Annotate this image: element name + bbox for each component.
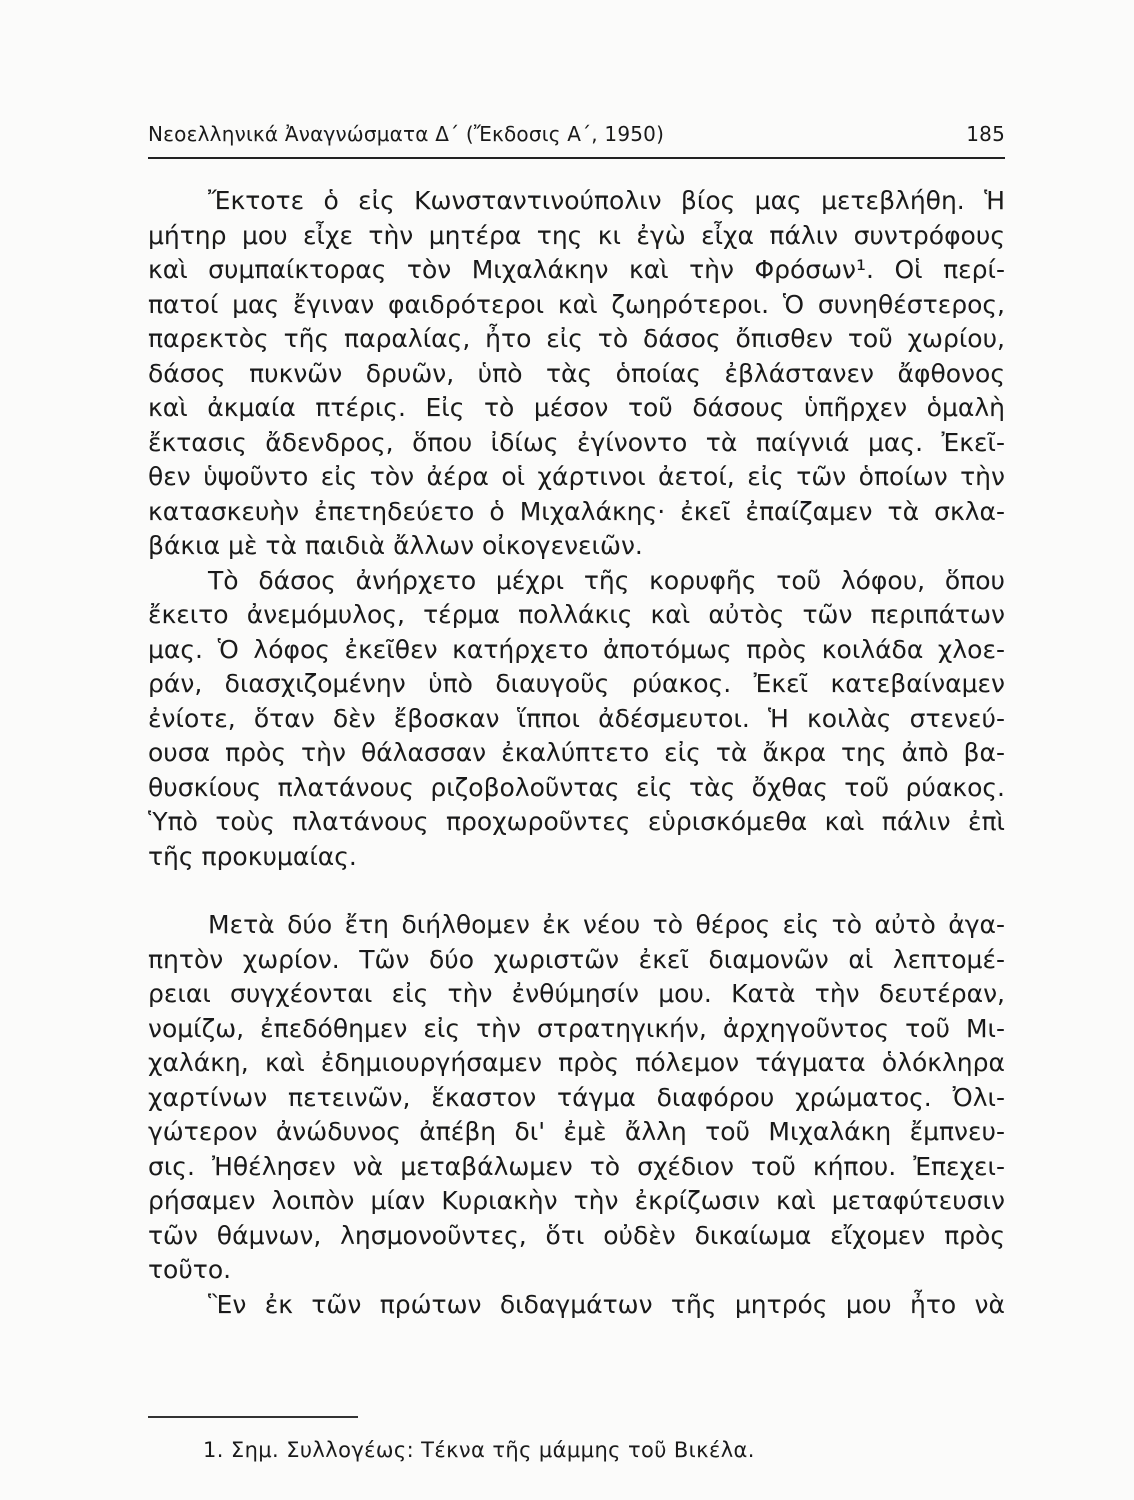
text-line: ρήσαμεν λοιπὸν μίαν Κυριακὴν τὴν ἐκρίζωσιν καὶ μεταφύτευσιν (148, 1186, 1005, 1215)
text-line: νομίζω, ἐπεδόθημεν εἰς τὴν στρατηγικήν, ἀρχηγοῦντος τοῦ Μι- (148, 1013, 1005, 1043)
text-line: κατασκευὴν ἐπετηδεύετο ὁ Μιχαλάκης· ἐκεῖ ἐπαίζαμεν τὰ σκλα- (148, 496, 1005, 526)
text-line: μήτηρ μου εἶχε τὴν μητέρα της κι ἐγὼ εἶχα πάλιν συντρόφους (148, 220, 1005, 250)
section-gap (148, 874, 1005, 908)
text-line: τοῦτο. (148, 1255, 232, 1284)
paragraph-3 (148, 908, 1005, 1288)
text-line: Ὑπὸ τοὺς πλατάνους προχωροῦντες εὑρισκόμεθα καὶ πάλιν ἐπὶ (148, 807, 1005, 836)
running-header-title: Νεοελληνικά Ἀναγνώσματα Δ΄ (Ἔκδοσις Α΄, 1950) (148, 122, 665, 146)
text-line: πατοί μας ἔγιναν φαιδρότεροι καὶ ζωηρότεροι. Ὁ συνηθέστερος, (148, 289, 1005, 319)
text-line: χαρτίνων πετεινῶν, ἕκαστον τάγμα διαφόρου χρώματος. Ὀλι- (148, 1082, 1005, 1112)
page-number: 185 (966, 122, 1005, 146)
text-line: τῆς προκυμαίας. (148, 841, 357, 871)
body-text (148, 184, 1005, 1322)
text-line: ουσα πρὸς τὴν θάλασσαν ἐκαλύπτετο εἰς τὰ ἄκρα της ἀπὸ βα- (148, 738, 1005, 767)
text-line: Μετὰ δύο ἔτη διήλθομεν ἐκ νέου τὸ θέρος εἰς τὸ αὐτὸ ἀγα- (208, 910, 1005, 939)
text-line: θυσκίους πλατάνους ριζοβολοῦντας εἰς τὰς ὄχθας τοῦ ρύακος. (148, 772, 1005, 802)
text-line: ρειαι συγχέονται εἰς τὴν ἐνθύμησίν μου. Κατὰ τὴν δευτέραν, (148, 979, 1005, 1008)
text-line: ἐνίοτε, ὅταν δὲν ἔβοσκαν ἵπποι ἀδέσμευτοι. Ἡ κοιλὰς στενεύ- (148, 703, 1005, 733)
text-line: Τὸ δάσος ἀνήρχετο μέχρι τῆς κορυφῆς τοῦ λόφου, ὅπου (208, 565, 1005, 595)
paragraph-1 (148, 184, 1005, 564)
text-line: ράν, διασχιζομένην ὑπὸ διαυγοῦς ρύακος. Ἐκεῖ κατεβαίναμεν (148, 669, 1005, 698)
text-line: Ἔκτοτε ὁ εἰς Κωνσταντινούπολιν βίος μας μετεβλήθη. Ἡ (208, 186, 1005, 215)
footnote: 1. Σημ. Συλλογέως: Τέκνα τῆς μάμμης τοῦ Βικέλα. (203, 1438, 755, 1462)
text-line: μας. Ὁ λόφος ἐκεῖθεν κατήρχετο ἀποτόμως πρὸς κοιλάδα χλοε- (148, 634, 1005, 664)
text-line: τῶν θάμνων, λησμονοῦντες, ὅτι οὐδὲν δικαίωμα εἴχομεν πρὸς (148, 1220, 1005, 1250)
header-rule (148, 157, 1005, 159)
text-line: ἔκειτο ἀνεμόμυλος, τέρμα πολλάκις καὶ αὐτὸς τῶν περιπάτων (148, 600, 1005, 629)
text-line: Ἓν ἐκ τῶν πρώτων διδαγμάτων τῆς μητρός μου ἦτο νὰ (208, 1289, 1005, 1319)
text-line: δάσος πυκνῶν δρυῶν, ὑπὸ τὰς ὁποίας ἐβλάστανεν ἄφθονος (148, 358, 1005, 388)
paragraph-2 (148, 564, 1005, 875)
paragraph-4 (148, 1288, 1005, 1323)
footnote-rule (148, 1416, 358, 1418)
text-line: γώτερον ἀνώδυνος ἀπέβη δι' ἐμὲ ἄλλη τοῦ Μιχαλάκη ἔμπνευ- (148, 1117, 1005, 1146)
text-line: βάκια μὲ τὰ παιδιὰ ἄλλων οἰκογενειῶν. (148, 531, 643, 560)
text-line: πητὸν χωρίον. Τῶν δύο χωριστῶν ἐκεῖ διαμονῶν αἱ λεπτομέ- (148, 944, 1005, 974)
text-line: καὶ συμπαίκτορας τὸν Μιχαλάκην καὶ τὴν Φρόσων¹. Οἱ περί- (148, 255, 1005, 284)
text-line: ἔκτασις ἄδενδρος, ὅπου ἰδίως ἐγίνοντο τὰ παίγνιά μας. Ἐκεῖ- (148, 427, 1005, 457)
text-line: χαλάκη, καὶ ἐδημιουργήσαμεν πρὸς πόλεμον τάγματα ὁλόκληρα (148, 1048, 1005, 1077)
text-line: σις. Ἠθέλησεν νὰ μεταβάλωμεν τὸ σχέδιον τοῦ κήπου. Ἐπεχει- (148, 1151, 1005, 1181)
text-line: παρεκτὸς τῆς παραλίας, ἦτο εἰς τὸ δάσος ὄπισθεν τοῦ χωρίου, (148, 324, 1005, 353)
running-header (148, 118, 1005, 152)
text-line: θεν ὑψοῦντο εἰς τὸν ἀέρα οἱ χάρτινοι ἀετοί, εἰς τῶν ὁποίων τὴν (148, 462, 1005, 491)
text-line: καὶ ἀκμαία πτέρις. Εἰς τὸ μέσον τοῦ δάσους ὑπῆρχεν ὁμαλὴ (148, 393, 1005, 422)
